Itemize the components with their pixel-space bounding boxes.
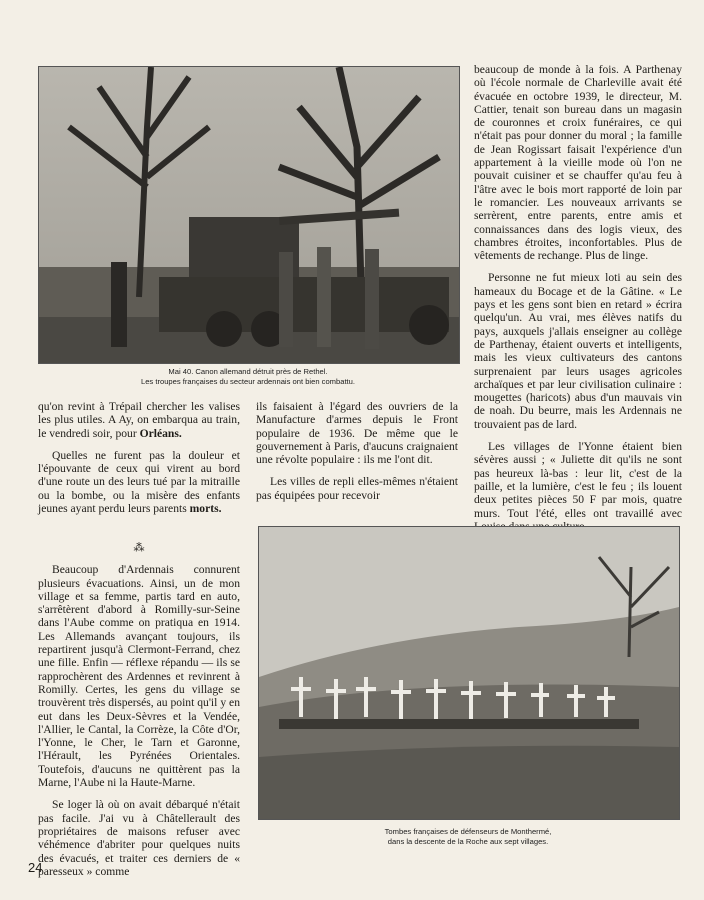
page-number: 24 [28,860,43,875]
paragraph [38,400,240,440]
left-column-lower [38,532,240,887]
caption-line: Tombes françaises de défenseurs de Monthermé, [384,827,552,836]
paragraph: Personne ne fut mieux loti au sein des hameaux du Bocage et de la Gâtine. « Le pays et les gens sont bien en retard » écrira quelqu'un. Au vrai, mes élèves natifs du pays, auxquels j'allais enseigner au collège de Parthenay, étaient ouverts et intelligents, mais les vieux cultivateurs des cantons surprenaient par leurs usages agricoles archaïques et par leur civilisation culinaire : mougettes (haricots) abus d'un mauvais vin de noah. Du beurre, mais les Ardennais ne trouvaient pas de lard. [474,271,682,431]
caption-line: dans la descente de la Roche aux sept villages. [387,837,549,846]
paragraph: ils faisaient à l'égard des ouvriers de la Manufacture d'armes depuis le Front populaire de 1936. De même que le gouvernement à Paris, d'aucuns craignaient une révolte populaire : ils me l'ont dit. [256,400,458,467]
bold-text: morts. [189,502,222,516]
section-separator: ⁂ [133,542,145,554]
photo-destroyed-cannon [38,66,460,364]
middle-column-upper [256,400,458,511]
paragraph-text: qu'on revint à Trépail chercher les valises les plus utiles. A Ay, on embarqua au train, le vendredi soir, pour [38,400,240,440]
paragraph: Les villages de l'Yonne étaient bien sévères aussi ; « Juliette dit qu'ils ne sont pas heureux là-bas : leur lit, c'est de la paille, et la lumière, c'est le feu ; ils louent deux petites pièces 50 F par mois, quatre murs. Tout l'été, elles ont travaillé avec [474,440,682,520]
left-column-upper [38,400,240,524]
paragraph: Les villes de repli elles-mêmes n'étaient pas équipées pour recevoir [256,475,458,502]
right-column [474,63,682,542]
paragraph [38,449,240,515]
graves-photo-illustration [259,527,679,819]
photo-graves [258,526,680,820]
paragraph: Beaucoup d'Ardennais connurent plusieurs évacuations. Ainsi, un de mon village et sa femme, partis tard en auto, s'arrêtèrent d'abord à Romilly-sur-Seine dans l'Aube comme on pratiqua en 1914. Les Allemands avançant toujours, ils repartirent jusqu'à Clermont-Ferrand, chez une fille. Enfin — réflexe répandu — ils se rapprochèrent des Ardennes et revinrent à Romilly. Certes, les gens du village se trouvèrent très dispersés, au point qu'il y en eut dans les Deux-Sèvres et la Vendée, l'Allier, le Cantal, la Corrèze, la Côte d'Or, l'Yonne, le Cher, le Tarn et Garonne, l'Hérault, les Pyrénées Orientales. Toutefois, d'aucuns ne quittèrent pas la Marne, l'Aube ni la Haute-Marne. [38,563,240,790]
cannon-photo-illustration [39,67,459,363]
paragraph: Se loger là où on avait débarqué n'était pas facile. J'ai vu à Châtellerault des propriétaires de maisons refuser avec véhémence d'abriter pour quelques nuits des évacués, et traiter ces derniers de « paresseux » comme [38,798,240,878]
photo-bottom-caption [258,827,678,847]
caption-line: Les troupes françaises du secteur ardennais ont bien combattu. [140,377,356,386]
paragraph-text: Quelles ne furent pas la douleur et l'épouvante de ceux qui virent au bord d'une route un des leurs tué par la mitraille ou la bombe, ou la misère des enfants jeunes ayant perdu leurs parents [38,448,240,516]
photo-top-caption [38,367,458,387]
caption-line: Mai 40. Canon allemand détruit près de Rethel. [168,367,328,376]
bold-text: Orléans. [139,426,182,440]
paragraph: beaucoup de monde à la fois. A Parthenay où l'école normale de Charleville avait été évacuée en octobre 1939, le directeur, M. Cattier, tenait son bureau dans un magasin de couronnes et croix funéraires, ce qui n'était pas pour donner du moral ; la famille de Jean Rogissart faisait l'expérience d'un appartement à la vieille mode où l'on ne pouvait cuisiner et se chauffer qu'au feu à l'âtre avec le bois mort rapporté de loin par le romancier. Les nouveaux arrivants se serrèrent, entre parents, entre amis et connaissances dans des logis vieux, des chambres étroites, inconfortables. Plus de vêtements de rechange. Plus de linge. [474,63,682,263]
